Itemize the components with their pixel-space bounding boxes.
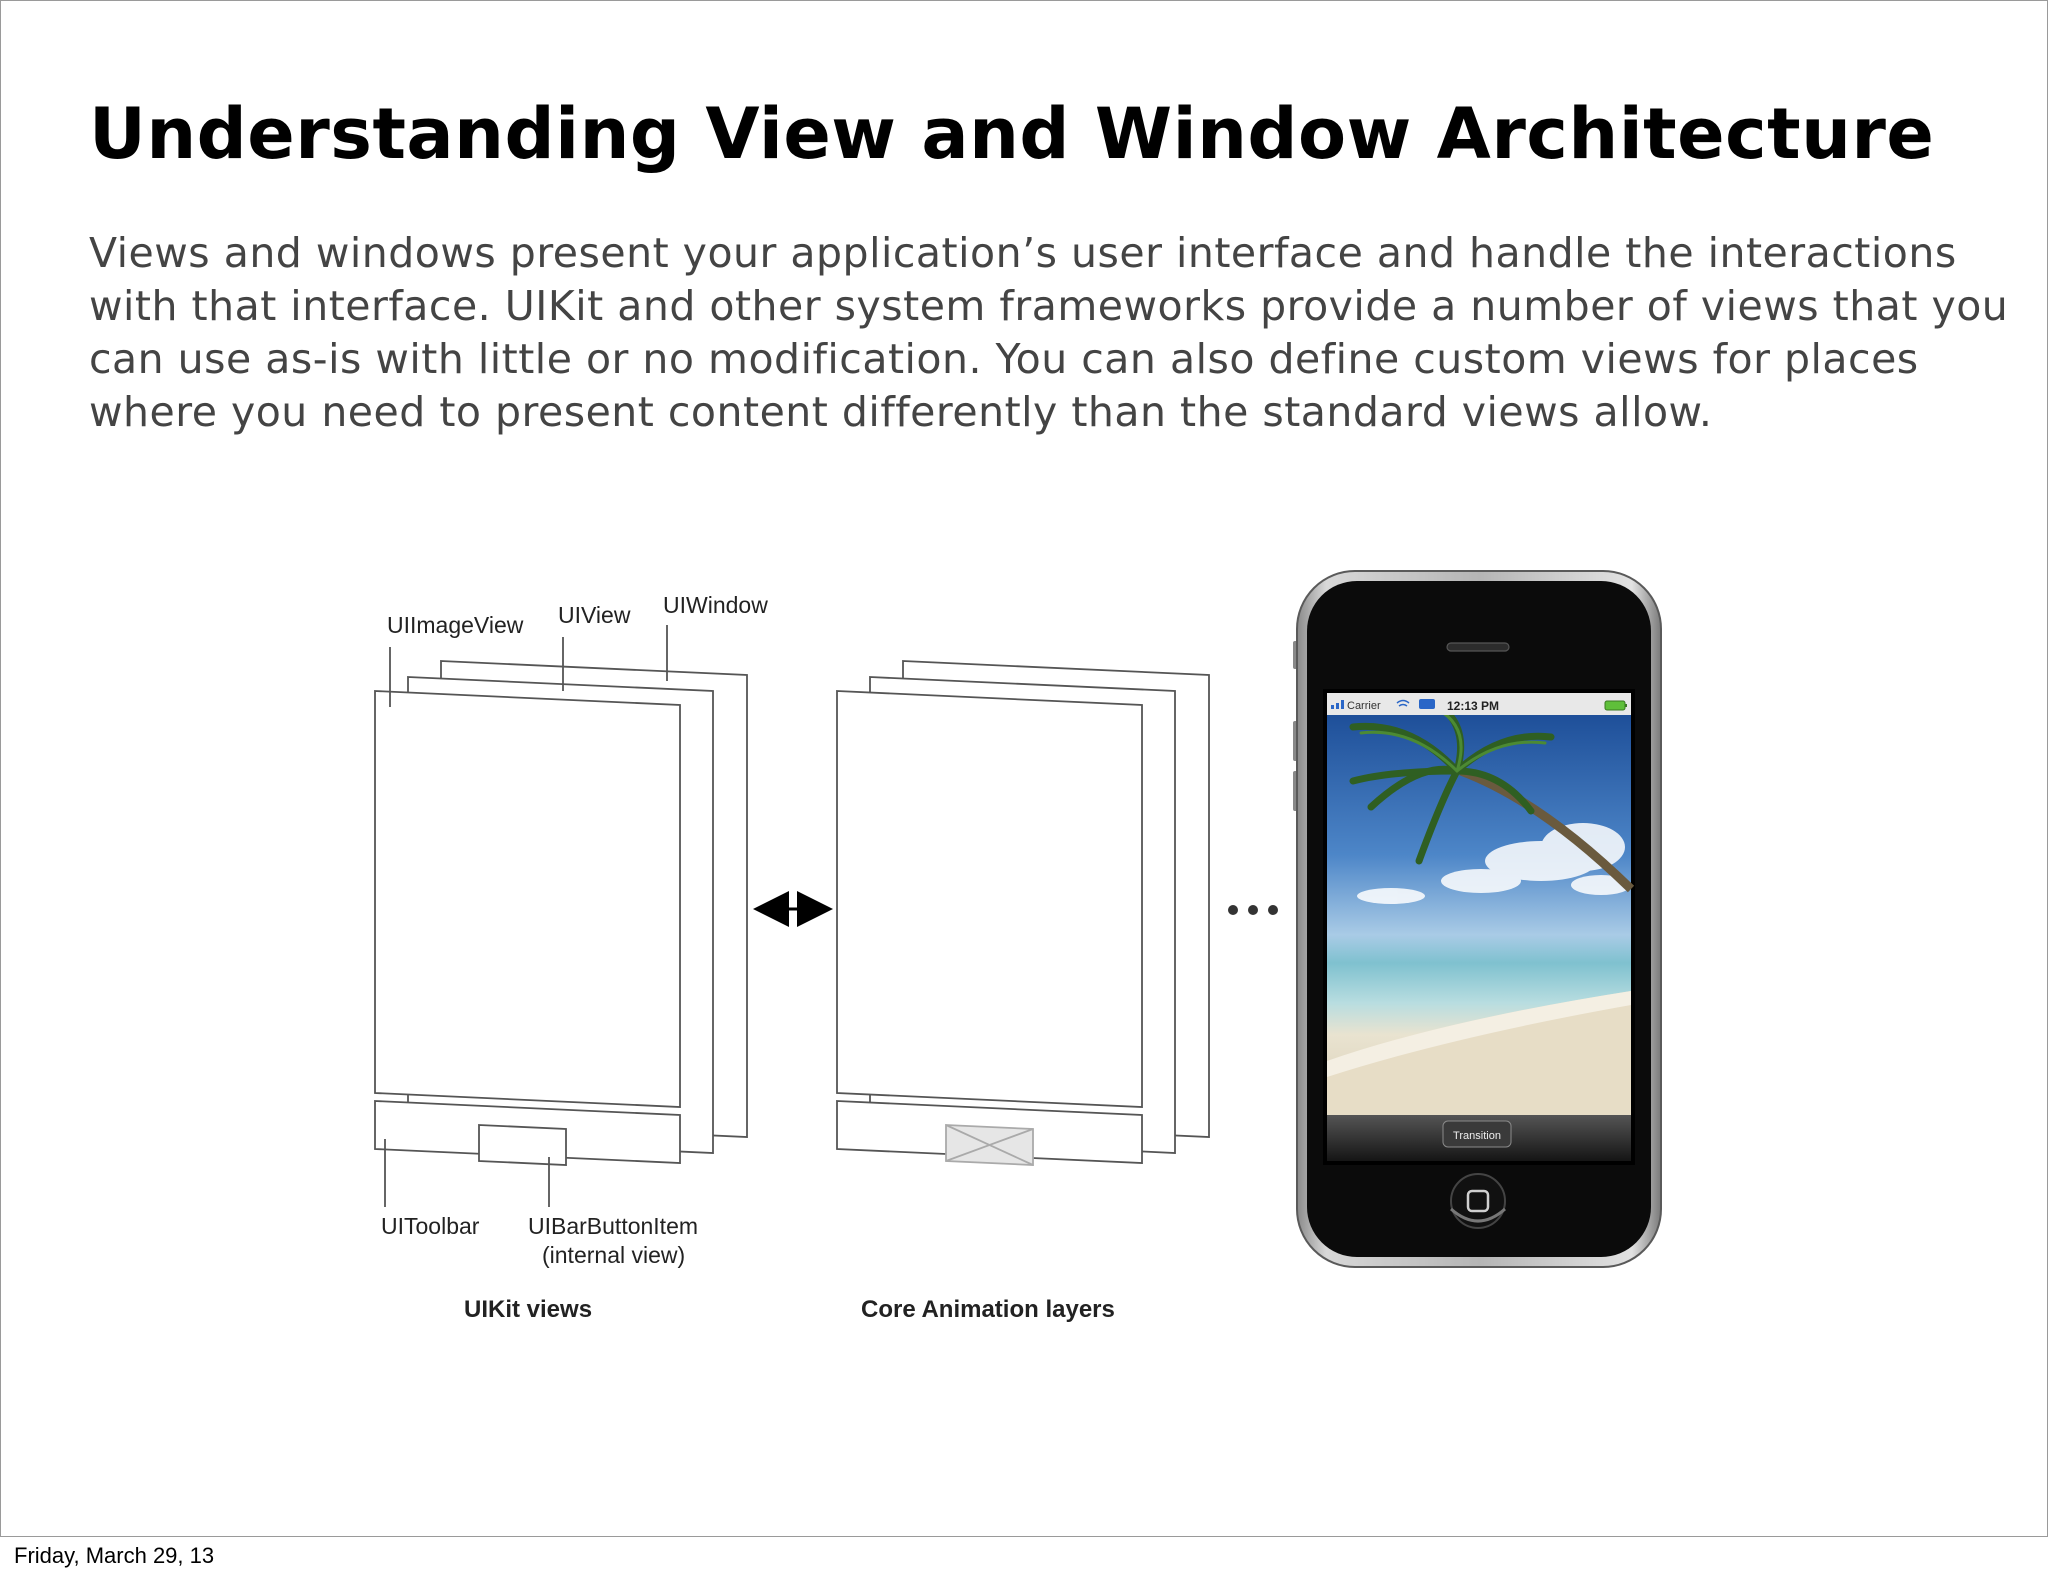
footer-date: Friday, March 29, 13 <box>14 1543 215 1568</box>
label-uiview: UIView <box>558 602 631 628</box>
iphone-illustration <box>1293 571 1661 1267</box>
uibarbuttonitem-layer <box>479 1125 566 1165</box>
slide-title: Understanding View and Window Architecture <box>89 93 1935 175</box>
caption-core-animation-layers: Core Animation layers <box>861 1296 1115 1323</box>
transition-button-label: Transition <box>1453 1130 1501 1142</box>
label-internal-view: (internal view) <box>542 1242 686 1268</box>
label-uitoolbar: UIToolbar <box>381 1213 480 1239</box>
slide-body-text: Views and windows present your application’s user interface and handle the interactions with that interface. UIKit and other system frameworks provide a number of views that you can use as-is with little or no modification. You can also define custom views for places where you need to present content differently than the standard views allow. <box>89 229 2009 436</box>
status-carrier: Carrier <box>1347 700 1381 712</box>
view-architecture-diagram <box>1 1 2048 1577</box>
core-animation-layers-stack <box>837 661 1209 1165</box>
label-uibarbuttonitem: UIBarButtonItem <box>528 1213 699 1239</box>
caption-uikit-views: UIKit views <box>464 1296 593 1323</box>
battery-icon <box>1605 701 1627 710</box>
status-time: 12:13 PM <box>1447 699 1500 713</box>
uiimageview-layer <box>375 691 680 1107</box>
label-uiwindow: UIWindow <box>663 592 768 618</box>
network-badge-icon <box>1419 699 1435 709</box>
label-uiimageview: UIImageView <box>387 612 524 638</box>
uikit-views-stack <box>375 625 747 1207</box>
ellipsis-icon <box>1228 905 1278 915</box>
